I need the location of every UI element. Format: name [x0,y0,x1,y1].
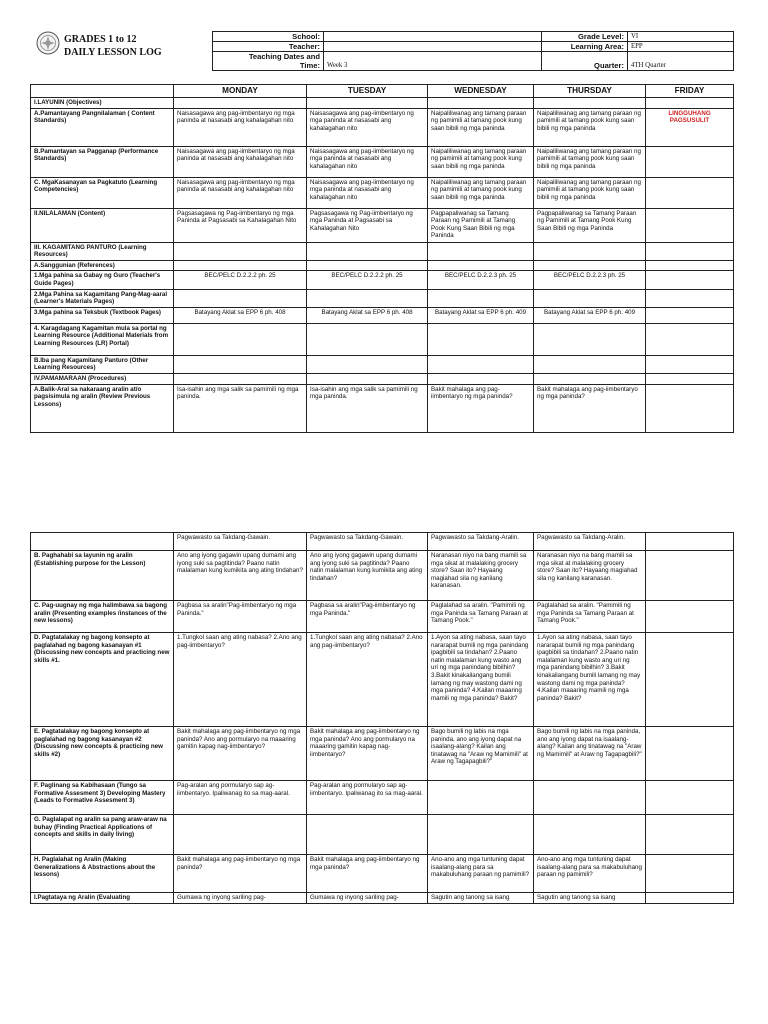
page1-cell-thursday [534,323,646,355]
quarter-value: 4TH Quarter [628,61,734,71]
page2-cell-thursday [534,781,646,815]
page2-cell-tuesday: Bakit mahalaga ang pag-iimbentaryo ng mga paninda? Ano ang pormularyo na maaaring gamitin kapag nag-iimbentaryo? [307,727,428,781]
row-label: IV.PAMAMARAAN (Procedures) [31,373,174,384]
page2-cell-tuesday: Ano ang iyong gagawin upang dumami ang iyong suki sa pagtitinda? Paano natin malalaman kung kumikita ang ating tindahan? [307,551,428,601]
page1-cell-friday [646,242,734,260]
page2-cell-friday [646,815,734,855]
page1-cell-thursday [534,289,646,307]
page1-cell-wednesday [428,98,534,109]
page2-cell-wednesday: Bago bumili ng labis na mga paninda, ano ang iyong dapat na isaalang-alang? Kailan ang tinatawag na "Araw ng Mamimili" at Araw ng Tagapagbili?" [428,727,534,781]
page2-cell-tuesday: 1.Tungkol saan ang ating nabasa? 2.Ano ang pag-iimbentaryo? [307,633,428,727]
page2-cell-thursday: Bago bumili ng labis na mga paninda, ano ang iyong dapat na isaalang-alang? Kailan ang tinatawag na "Araw ng Mamimili" at Araw ng Tagapagbili?" [534,727,646,781]
page1-cell-monday [174,323,307,355]
row-label: A.Balik-Aral sa nakaraang aralin at/o pagsisimula ng aralin (Review Previous Lessons) [31,384,174,432]
table-row [31,601,734,633]
page2-cell-monday [174,815,307,855]
quarter-label: Quarter: [542,61,628,71]
header-info-table [212,31,734,71]
page1-cell-monday: Pagsasagawa ng Pag-iimbentaryo ng mga Paninda at Pagsasabi sa Kahalagahan Nito [174,208,307,242]
page2-cell-wednesday: Naranasan niyo na bang mamili sa mga sikat at malalaking grocery store? Saan ito? Hayaang magiahad sila ng kanilang karanasan. [428,551,534,601]
page1-cell-thursday: BEC/PELC D.2.2.3 ph. 25 [534,271,646,289]
row-label: I.LAYUNIN (Objectives) [31,98,174,109]
page2-cell-monday: Ano ang iyong gagawin upang dumami ang iyong suki sa pagtitinda? Paano natin malalaman kung kumikita ang ating tindahan? [174,551,307,601]
page2-cell-monday: Bakit mahalaga ang pag-iimbentaryo ng mga paninda? Ano ang pormularyo na maaaring gamitin kapag nag-iimbentaryo? [174,727,307,781]
table-row [31,551,734,601]
row-label: A.Sanggunian (References) [31,260,174,271]
page1-cell-tuesday [307,98,428,109]
page1-cell-friday [646,260,734,271]
page2-cell-monday: Pagbasa sa aralin"Pag-iimbentaryo ng mga Paninda." [174,601,307,633]
page2-cell-friday [646,855,734,893]
page1-cell-monday: BEC/PELC D.2.2.2 ph. 25 [174,271,307,289]
page1-cell-monday: Naisasagawa ang pag-iimbentaryo ng mga paninda at nasasabi ang kahalagahan nito [174,177,307,208]
table-row [31,146,734,177]
row-label: B. Paghahabi sa layunin ng aralin (Establishing purpose for the Lesson) [31,551,174,601]
page1-cell-wednesday: Naipaliliwanag ang tamang paraan ng pamimili at tamang pook kung saan bibili ng mga paninda [428,108,534,146]
page1-cell-monday [174,242,307,260]
page1-cell-wednesday [428,242,534,260]
page1-cell-wednesday: Batayang Aklat sa EPP 6 ph. 409 [428,307,534,323]
page1-cell-thursday [534,373,646,384]
row-label: 3.Mga pahina sa Teksbuk (Textbook Pages) [31,307,174,323]
page1-cell-tuesday: Batayang Aklat sa EPP 6 ph. 408 [307,307,428,323]
teacher-label: Teacher: [213,42,324,52]
row-label: C. MgaKasanayan sa Pagkatuto (Learning Competencies) [31,177,174,208]
page1-cell-thursday: Naipaliliwanag ang tamang paraan ng pamimili at tamang pook kung saan bibili ng mga paninda [534,177,646,208]
page1-cell-wednesday [428,373,534,384]
page2-cell-tuesday: Bakit mahalaga ang pag-iimbentaryo ng mga paninda? [307,855,428,893]
page1-cell-thursday: Batayang Aklat sa EPP 6 ph. 409 [534,307,646,323]
table-row [31,855,734,893]
page1-cell-thursday [534,355,646,373]
page1-cell-tuesday [307,289,428,307]
page1-cell-wednesday: Bakit mahalaga ang pag-iimbentaryo ng mga paninda? [428,384,534,432]
page1-cell-friday [646,271,734,289]
school-value [324,32,542,42]
page2-cell-monday: 1.Tungkol saan ang ating nabasa? 2.Ano ang pag-iimbentaryo? [174,633,307,727]
table-row [31,373,734,384]
page1-cell-monday [174,355,307,373]
page1-cell-thursday: Naipaliliwanag ang tamang paraan ng pamimili at tamang pook kung saan bibili ng mga paninda [534,108,646,146]
page1-cell-thursday: Naipaliliwanag ang tamang paraan ng pamimili at tamang pook kung saan bibili ng mga paninda [534,146,646,177]
page1-cell-friday [646,177,734,208]
title-line-2: DAILY LESSON LOG [64,47,162,58]
page1-cell-thursday [534,260,646,271]
page2-cell-wednesday: Pagwawasto sa Takdang-Aralin. [428,533,534,551]
school-label: School: [213,32,324,42]
page2-cell-monday: Bakit mahalaga ang pag-iimbentaryo ng mga paninda? [174,855,307,893]
table-row [31,893,734,904]
page2-cell-monday: Pag-aralan ang pormularyo sap ag-iimbentaryo. Ipaliwanag ito sa mag-aaral. [174,781,307,815]
page1-cell-monday: Isa-isahin ang mga salik sa pamimili ng mga paninda. [174,384,307,432]
page2-cell-thursday: Naranasan niyo na bang mamili sa mga sikat at malalaking grocery store? Saan ito? Hayaang magiahad sila ng kanilang karanasan. [534,551,646,601]
page1-cell-tuesday: Isa-isahin ang mga salik sa pamimili ng mga paninda. [307,384,428,432]
table-row [31,815,734,855]
row-label: F. Paglinang sa Kabihasaan (Tungo sa Formative Assesment 3) Developing Mastery (Leads to Formative Assesment 3) [31,781,174,815]
teaching-dates-value: Week 3 [324,52,542,71]
deped-seal-icon [36,31,60,55]
day-header-row [31,85,734,98]
page1-cell-monday [174,373,307,384]
page1-cell-monday: Naisasagawa ang pag-iimbentaryo ng mga paninda at nasasabi ang kahalagahan nito [174,108,307,146]
table-row [31,271,734,289]
header-monday: MONDAY [174,85,307,98]
row-label: II.NILALAMAN (Content) [31,208,174,242]
page2-cell-friday [646,601,734,633]
page2-cell-thursday: 1.Ayon sa ating nabasa, saan tayo nararapat bumili ng mga panindang ipagbibili sa tindahan? 2.Paano natin malalaman kung wasto ang uri ng mga panindang bibilhin? 3.Bakit kinakailangang bumili lamang ng may wastong dami ng mga paninda? 4.Kailan maaaring mamili ng mga paninda? Bakit? [534,633,646,727]
page2-cell-thursday: Ano-ano ang mga tuntuning dapat isaalang-alang para sa makabuluhang paraan ng pamimili? [534,855,646,893]
page2-cell-thursday: Pagwawasto sa Takdang-Aralin. [534,533,646,551]
page2-cell-wednesday [428,781,534,815]
page2-cell-wednesday: Ano-ano ang mga tuntuning dapat isaalang-alang para sa makabuluhang paraan ng pamimili? [428,855,534,893]
row-label: C. Pag-uugnay ng mga halimbawa sa bagong aralin (Presenting examples /instances of the new lessons) [31,601,174,633]
table-row [31,727,734,781]
quarter-value-spacer [628,52,734,62]
page1-cell-friday [646,146,734,177]
page1-cell-tuesday: Naisasagawa ang pag-iimbentaryo ng mga paninda at nasasabi ang kahalagahan nito [307,108,428,146]
row-label: 1.Mga pahina sa Gabay ng Guro (Teacher's Guide Pages) [31,271,174,289]
header-thursday: THURSDAY [534,85,646,98]
page1-cell-tuesday: Naisasagawa ang pag-iimbentaryo ng mga paninda at nasasabi ang kahalagahan nito [307,146,428,177]
page1-cell-tuesday: Pagsasagawa ng Pag-iimbentaryo ng mga Paninda at Pagsasabi sa Kahalagahan Nito [307,208,428,242]
table-row [31,260,734,271]
page2-cell-friday [646,633,734,727]
page2-cell-thursday: Paglalahad sa aralin. "Pamimili ng mga Paninda sa Tamang Paraan at Tamang Pook." [534,601,646,633]
page1-cell-thursday: Bakit mahalaga ang pag-iimbentaryo ng mga paninda? [534,384,646,432]
page1-cell-wednesday [428,323,534,355]
page2-cell-monday: Gumawa ng inyong sariling pag- [174,893,307,904]
row-label: 4. Karagdagang Kagamitan mula sa portal ng Learning Resource (Additional Materials from Learning Resources (LR) Portal) [31,323,174,355]
grade-level-label: Grade Level: [542,32,628,42]
table-row [31,533,734,551]
page2-cell-wednesday: Sagutin ang tanong sa isang [428,893,534,904]
page1-cell-tuesday: Naisasagawa ang pag-iimbentaryo ng mga paninda at nasasabi ang kahalagahan nito [307,177,428,208]
page1-cell-friday [646,289,734,307]
row-label: B.Pamantayan sa Pagganap (Performance Standards) [31,146,174,177]
page1-cell-friday: LINGGUHANG PAGSUSULIT [646,108,734,146]
row-label: III. KAGAMITANG PANTURO (Learning Resources) [31,242,174,260]
page1-cell-wednesday: BEC/PELC D.2.2.3 ph. 25 [428,271,534,289]
header-blank [31,85,174,98]
page1-cell-tuesday [307,242,428,260]
row-label: H. Paglalahat ng Aralin (Making Generalizations & Abstractions about the lessons) [31,855,174,893]
row-label: E. Pagtatalakay ng bagong konsepto at paglalahad ng bagong kasanayan #2 (Discussing new concepts & practicing new skills #2) [31,727,174,781]
table-row [31,289,734,307]
header-friday: FRIDAY [646,85,734,98]
table-row [31,355,734,373]
row-label: I.Pagtataya ng Aralin (Evaluating [31,893,174,904]
page1-cell-wednesday [428,260,534,271]
page2-cell-friday [646,533,734,551]
teaching-dates-label-1: Teaching Dates and [248,52,320,61]
page1-cell-thursday: Pagpapaliwanag sa Tamang Paraan ng Pamimili at Tamang Pook Kung Saan Bibili ng mga Paninda [534,208,646,242]
lesson-log-table-page-1 [30,84,734,433]
row-label: B.Iba pang Kagamitang Panturo (Other Learning Resources) [31,355,174,373]
page2-cell-tuesday: Pagbasa sa aralin"Pag-iimbentaryo ng mga Paninda." [307,601,428,633]
title-line-1: GRADES 1 to 12 [64,34,137,45]
page1-cell-friday [646,373,734,384]
page2-cell-friday [646,781,734,815]
page2-cell-tuesday: Pag-aralan ang pormularyo sap ag-iimbentaryo. Ipaliwanag ito sa mag-aaral. [307,781,428,815]
page1-cell-tuesday [307,260,428,271]
table-row [31,177,734,208]
table-row [31,633,734,727]
page2-cell-monday: Pagwawasto sa Takdang-Gawain. [174,533,307,551]
page1-cell-wednesday [428,289,534,307]
teacher-value [324,42,542,52]
page1-cell-wednesday: Naipaliliwanag ang tamang paraan ng pamimili at tamang pook kung saan bibili ng mga paninda [428,146,534,177]
table-row [31,208,734,242]
table-row [31,323,734,355]
page1-cell-monday: Batayang Aklat sa EPP 6 ph. 408 [174,307,307,323]
page2-cell-tuesday: Pagwawasto sa Takdang-Gawain. [307,533,428,551]
page1-cell-tuesday: BEC/PELC D.2.2.2 ph. 25 [307,271,428,289]
page2-cell-wednesday: 1.Ayon sa ating nabasa, saan tayo nararapat bumili ng mga panindang ipagbibili sa tindahan? 2.Paano natin malalaman kung wasto ang uri ng mga panindang bibilhin? 3.Bakit kinakailangang bumili lamang ng may wastong dami ng mga paninda? 4.Kailan maaaring mamili ng mga paninda? Bakit? [428,633,534,727]
quarter-label-spacer [542,52,628,62]
page1-cell-monday [174,98,307,109]
page2-cell-thursday: Sagutin ang tanong sa isang [534,893,646,904]
page2-cell-tuesday: Gumawa ng inyong sariling pag- [307,893,428,904]
page2-cell-friday [646,551,734,601]
row-label [31,533,174,551]
row-label: A.Pamantayang Pangnilalaman ( Content Standards) [31,108,174,146]
page1-cell-thursday [534,98,646,109]
page1-cell-wednesday [428,355,534,373]
page1-cell-friday [646,98,734,109]
page2-cell-tuesday [307,815,428,855]
page1-cell-tuesday [307,323,428,355]
page1-cell-wednesday: Naipaliliwanag ang tamang paraan ng pamimili at tamang pook kung saan bibili ng mga paninda [428,177,534,208]
page1-cell-tuesday [307,355,428,373]
table-row [31,242,734,260]
page1-cell-monday: Naisasagawa ang pag-iimbentaryo ng mga paninda at nasasabi ang kahalagahan nito [174,146,307,177]
page2-cell-wednesday: Paglalahad sa aralin. "Pamimili ng mga Paninda sa Tamang Paraan at Tamang Pook." [428,601,534,633]
page1-cell-friday [646,384,734,432]
page2-cell-thursday [534,815,646,855]
page1-cell-wednesday: Pagpapaliwanag sa Tamang Paraan ng Pamimili at Tamang Pook Kung Saan Bibili ng mga Paninda [428,208,534,242]
header-tuesday: TUESDAY [307,85,428,98]
table-row [31,108,734,146]
page1-cell-friday [646,307,734,323]
page2-cell-friday [646,727,734,781]
table-row [31,307,734,323]
page1-cell-tuesday [307,373,428,384]
document-title [64,33,162,59]
grade-level-value: VI [628,32,734,42]
row-label: G. Paglalapat ng aralin sa pang araw-araw na buhay (Finding Practical Applications of concepts and skills in daily living) [31,815,174,855]
page2-cell-wednesday [428,815,534,855]
table-row [31,781,734,815]
learning-area-value: EPP [628,42,734,52]
table-row [31,384,734,432]
header-wednesday: WEDNESDAY [428,85,534,98]
page1-cell-friday [646,208,734,242]
page1-cell-friday [646,355,734,373]
learning-area-label: Learning Area: [542,42,628,52]
teaching-dates-label [213,52,324,71]
page1-cell-thursday [534,242,646,260]
page-break [0,480,768,520]
teaching-dates-label-2: Time: [299,61,320,70]
row-label: D. Pagtatalakay ng bagong konsepto at paglalahad ng bagong kasanayan #1 (Discussing new concepts and practicing new skills #1. [31,633,174,727]
row-label: 2.Mga Pahina sa Kagamitang Pang-Mag-aaral (Learner's Materials Pages) [31,289,174,307]
page1-cell-monday [174,289,307,307]
page1-cell-monday [174,260,307,271]
table-row [31,98,734,109]
lesson-log-table-page-2 [30,532,734,904]
page2-cell-friday [646,893,734,904]
page1-cell-friday [646,323,734,355]
